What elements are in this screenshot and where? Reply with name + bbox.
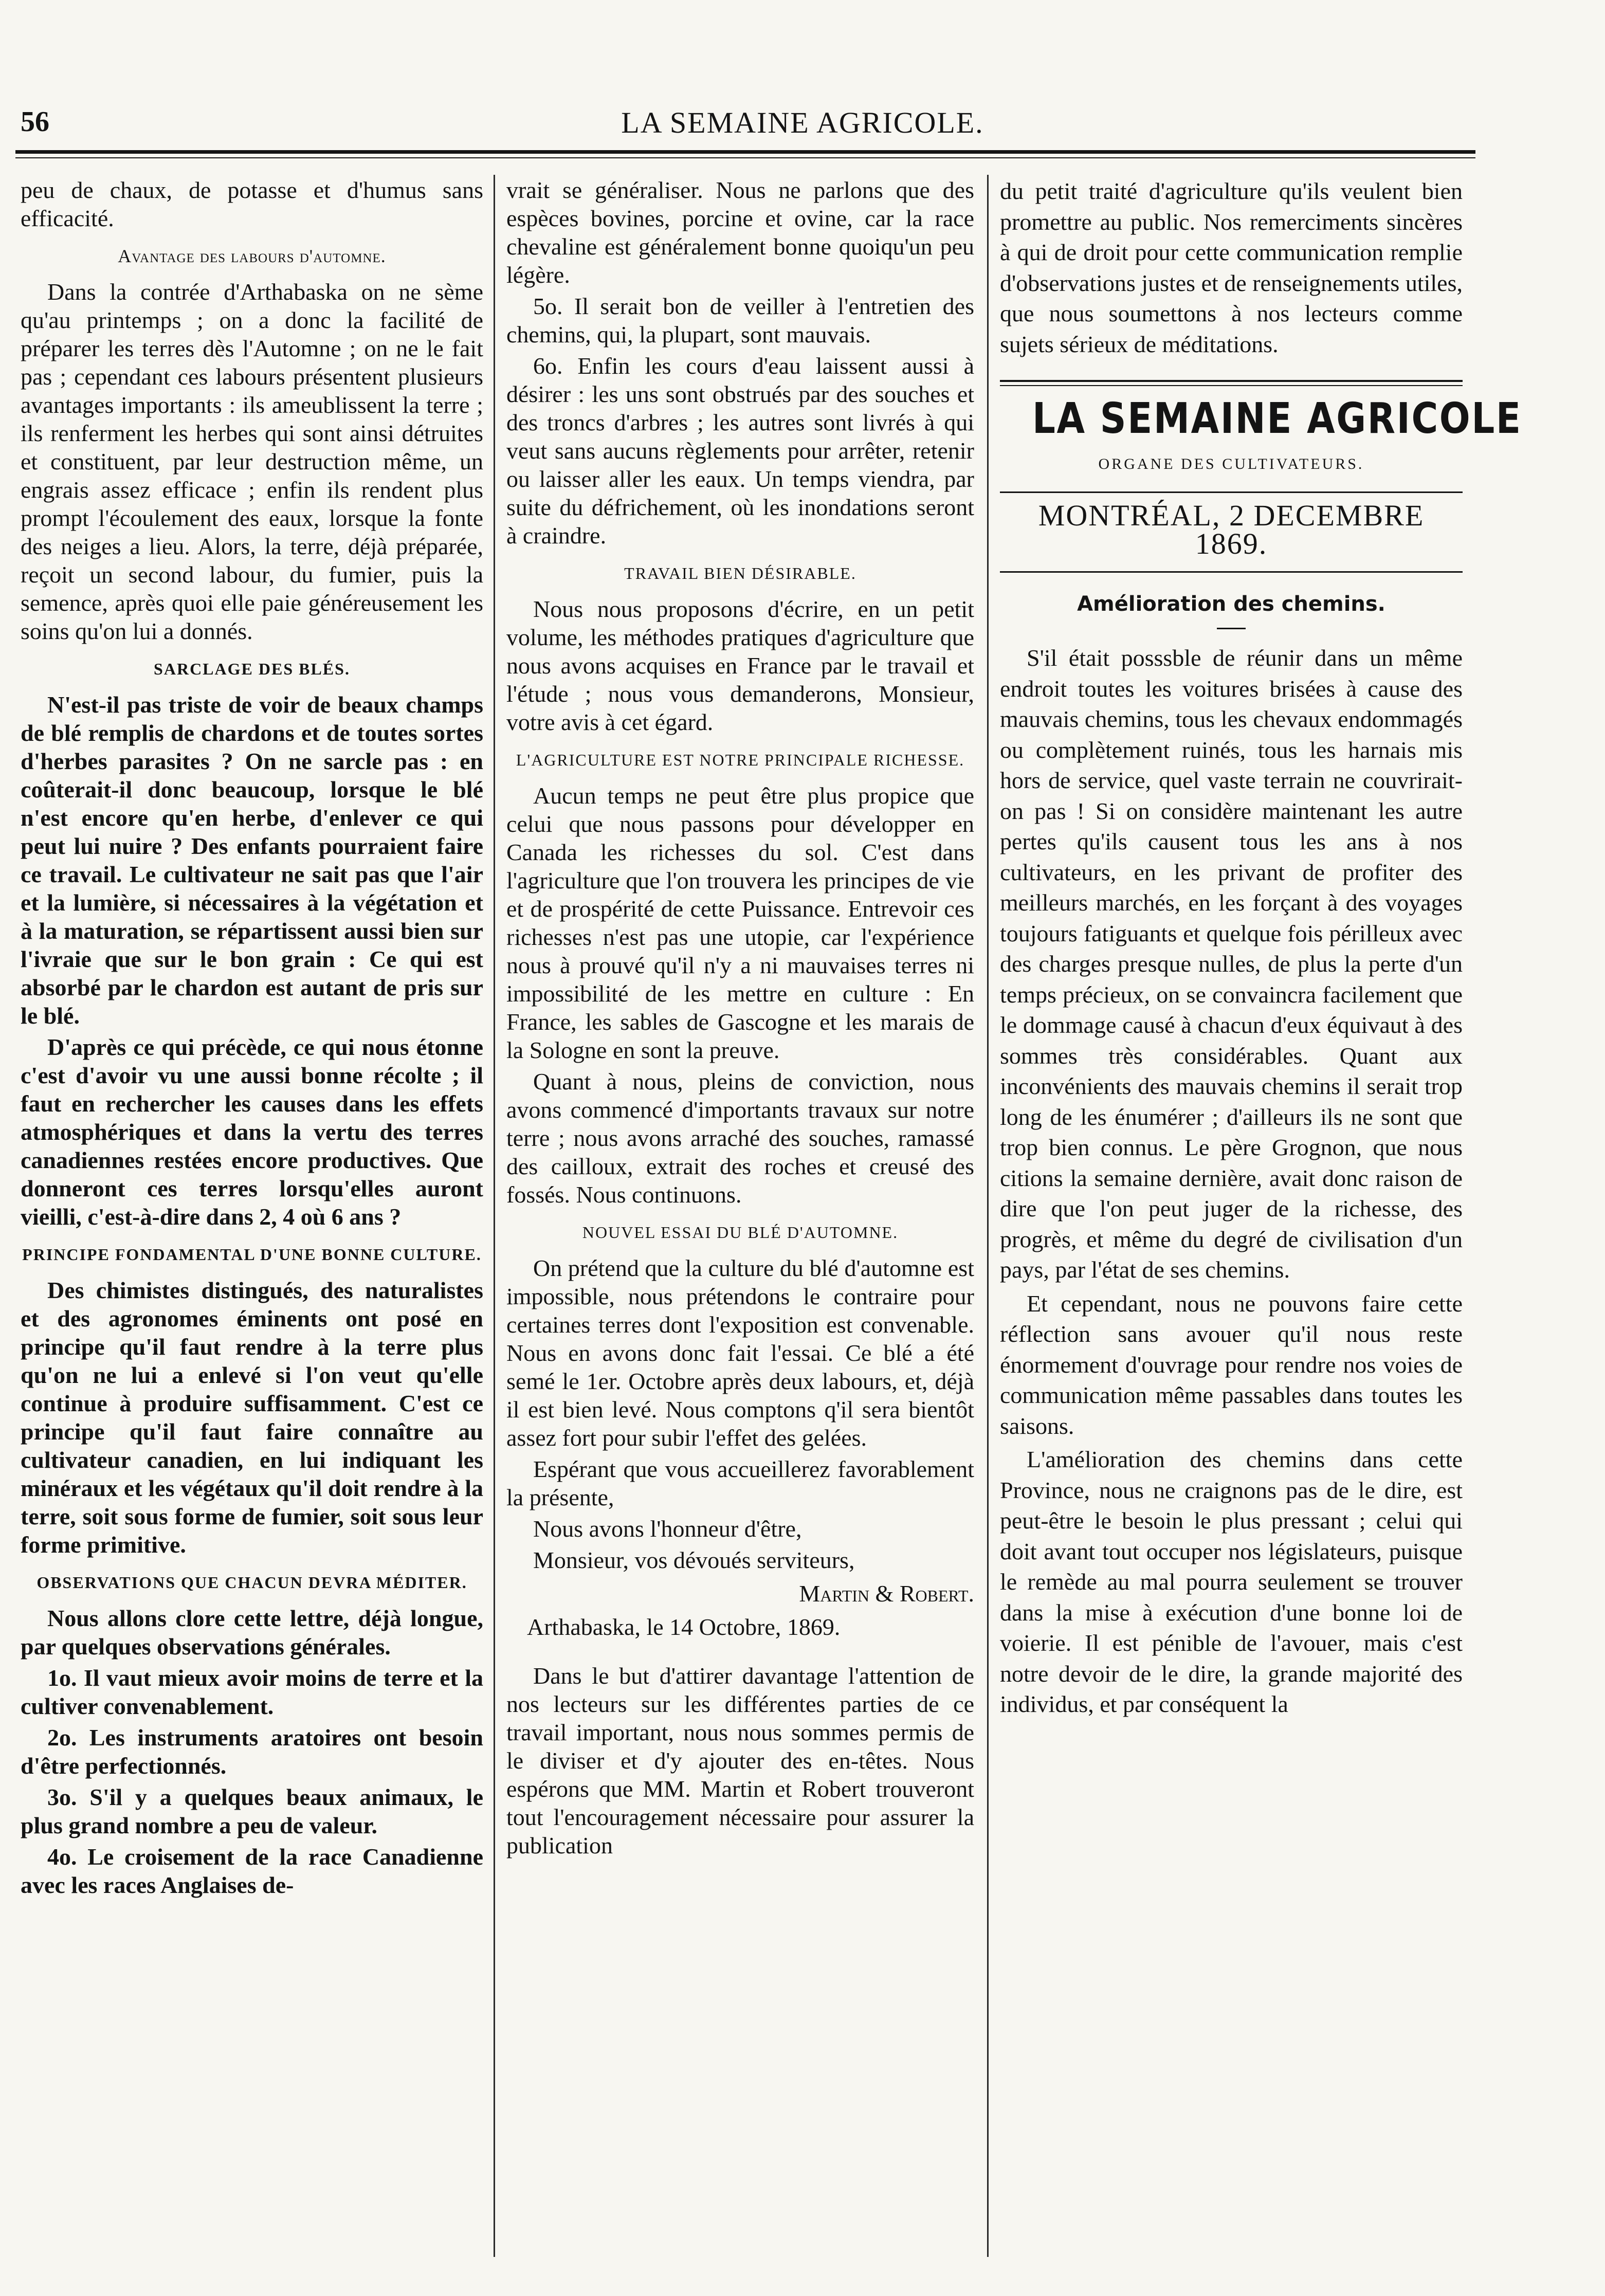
paragraph: Monsieur, vos dévoués serviteurs, — [533, 1547, 855, 1573]
section-heading: OBSERVATIONS QUE CHACUN DEVRA MÉDITER. — [37, 1573, 467, 1592]
paragraph: Nous nous proposons d'écrire, en un petit volume, les méthodes pratiques d'agriculture que nous avons acquises en France par le travail et l'étude ; nous vous demanderons, Monsieur, votre avis à cet égard. — [506, 596, 974, 735]
column-divider — [987, 175, 989, 2257]
paragraph: N'est-il pas triste de voir de beaux champs de blé remplis de chardons et de toutes sortes d'herbes parasites ? On ne sarcle pas : en coûterait-il donc beaucoup, lorsque le blé n'est encore qu'en herbe, d'enlever ce qui peut lui nuire ? Des enfants pourraient faire ce travail. Le cultivateur ne sait pas que l'air et la lumière, si nécessaires à la végétation et à la maturation, se répartissent aussi bien sur l'ivraie que sur le bon grain : Ce qui est absorbé par le chardon est autant de pris sur le blé. — [21, 691, 483, 1029]
paragraph: peu de chaux, de potasse et d'humus sans efficacité. — [21, 177, 483, 231]
paragraph: 6o. Enfin les cours d'eau laissent aussi à désirer : les uns sont obstrués par des souches et des troncs d'arbres ; les autres sont livrés à qui veut sans aucuns règlements pour arrêter, retenir ou laisser aller les eaux. Un temps viendra, par suite du défrichement, où les inondations seront à craindre. — [506, 353, 974, 549]
header-rule-thin — [15, 157, 1475, 158]
paragraph: Quant à nous, pleins de conviction, nous avons commencé d'importants travaux sur notre terre ; nous avons arraché des souches, ramassé des cailloux, extrait des roches et creusé des fossés. Nous continuons. — [506, 1068, 974, 1208]
masthead-rule-bottom — [1000, 491, 1463, 493]
paragraph: D'après ce qui précède, ce qui nous étonne c'est d'avoir vu une aussi bonne récolte ; il faut en rechercher les causes dans les effets atmosphériques et dans la vertu des terres canadiennes restées encore productives. Que donneront ces terres lorsqu'elles auront vieilli, c'est-à-dire dans 2, 4 où 6 ans ? — [21, 1034, 483, 1230]
paragraph: 3o. S'il y a quelques beaux animaux, le plus grand nombre a peu de valeur. — [21, 1784, 483, 1838]
masthead — [1000, 380, 1522, 493]
paragraph: 4o. Le croisement de la race Canadienne avec les races Anglaises de- — [21, 1844, 483, 1898]
paragraph: Et cependant, nous ne pouvons faire cette réflection sans avouer qu'il nous reste énormement d'ouvrage pour rendre nos voies de communication même passables dans toutes les saisons. — [1000, 1290, 1463, 1439]
paragraph: Dans le but d'attirer davantage l'attention de nos lecteurs sur les différentes parties de ce travail important, nous nous sommes permis de le diviser et d'y ajouter des en-têtes. Nous espérons que MM. Martin et Robert trouveront tout l'encouragement nécessaire pour assurer la publication — [506, 1663, 974, 1858]
section-heading: NOUVEL ESSAI DU BLÉ D'AUTOMNE. — [582, 1223, 899, 1242]
paragraph: 1o. Il vaut mieux avoir moins de terre et la cultiver convenablement. — [21, 1665, 483, 1719]
paragraph: S'il était posssble de réunir dans un même endroit toutes les voitures brisées à cause des mauvais chemins, tous les chevaux endommagés ou complètement ruinés, tous les harnais mis hors de service, quel vaste terrain ne couvrirait-on pas ! Si on considère maintenant les autre pertes qu'ils causent tous les ans à nos cultivateurs, en les privant de profiter des meilleurs marchés, en les forçant à des voyages toujours fatiguants et quelque fois périlleux avec des charges presque nulles, de plus la perte d'un temps précieux, on se convaincra facilement que le dommage causé à chacun d'eux équivaut à des sommes très considérables. Quant aux inconvénients des mauvais chemins il serait trop long de les énumérer ; d'ailleurs ils ne sont que trop bien connus. Le père Grognon, que nous citions la semaine dernière, avait donc raison de dire que l'on peut juger de la richesse, des progrès, et même du degré de civilisation d'un pays, par l'état de ses chemins. — [1000, 645, 1463, 1283]
column-divider — [494, 175, 495, 2257]
header-rule — [15, 150, 1475, 154]
title-dash — [1217, 628, 1246, 629]
paragraph: 5o. Il serait bon de veiller à l'entretien des chemins, qui, la plupart, sont mauvais. — [506, 293, 974, 348]
section-heading: L'AGRICULTURE EST NOTRE PRINCIPALE RICHESSE. — [516, 751, 965, 769]
paragraph: Dans la contrée d'Arthabaska on ne sème qu'au printemps ; on a donc la facilité de préparer les terres dès l'Automne ; on ne le fait pas ; cependant ces labours présentent plusieurs avantages importants : ils ameublissent la terre ; ils renferment les herbes qui sont ainsi détruites et constituent, par leur destruction même, un engrais assez efficace ; enfin ils rendent plus prompt l'écoulement des eaux, lorsque la fonte des neiges a lieu. Alors, la terre, déjà préparée, reçoit un second labour, du fumier, puis la semence, après quoi elle paie généreusement les soins qu'on lui a donnés. — [21, 279, 483, 644]
paragraph: Espérant que vous accueillerez favorablement la présente, — [506, 1456, 974, 1510]
page-header — [0, 0, 1605, 154]
page-number: 56 — [21, 106, 49, 138]
section-heading: SARCLAGE DES BLÉS. — [154, 660, 350, 678]
masthead-subtitle: ORGANE DES CULTIVATEURS. — [1098, 455, 1364, 472]
masthead-rule-thin — [1000, 385, 1463, 386]
column-3 — [1000, 176, 1522, 1723]
paragraph: 2o. Les instruments aratoires ont besoin d'être perfectionnés. — [21, 1724, 483, 1779]
paragraph: du petit traité d'agriculture qu'ils veulent bien promettre au public. Nos remerciments sincères à qui de droit pour cette communication remplie d'observations justes et de renseignements utiles, que nous soumettons à nos lecteurs comme sujets sérieux de méditations. — [1000, 178, 1463, 357]
signature: Martin & Robert. — [799, 1580, 974, 1607]
column-1 — [21, 176, 483, 1902]
paragraph: Nous allons clore cette lettre, déjà longue, par quelques observations générales. — [21, 1605, 483, 1660]
running-title: LA SEMAINE AGRICOLE. — [621, 106, 984, 139]
paragraph: vrait se généraliser. Nous ne parlons que des espèces bovines, porcine et ovine, car la race chevaline est généralement bonne quoiqu'un peu légère. — [506, 177, 974, 288]
article-title: Amélioration des chemins. — [1077, 592, 1385, 616]
issue-dateline: MONTRÉAL, 2 DECEMBRE 1869. — [1038, 499, 1425, 560]
paragraph: Des chimistes distingués, des naturalistes et des agronomes éminents ont posé en principe qu'il faut rendre à la terre plus qu'on ne lui a enlevé si l'on veut qu'elle continue à produire suffisamment. C'est ce principe qu'il faut faire connaître au cultivateur canadien, en lui indiquant les minéraux et les végétaux qu'il doit rendre à la terre, soit sous forme de fumier, soit sous leur forme primitive. — [21, 1277, 483, 1558]
masthead-rule — [1000, 380, 1463, 382]
column-2 — [506, 176, 974, 1863]
paragraph: L'amélioration des chemins dans cette Province, nous ne craignons pas de le dire, est peut-être le besoin le plus pressant ; celui qui doit avant tout occuper nos législateurs, puisque le remède au mal pourra seulement se trouver dans la mise à exécution d'une bonne loi de voierie. Il est pénible de l'avouer, mais c'est notre devoir de le dire, la grande majorité des individus, et par conséquent la — [1000, 1446, 1463, 1717]
paragraph: Nous avons l'honneur d'être, — [533, 1516, 802, 1542]
dateline-rule — [1000, 571, 1463, 573]
paragraph: On prétend que la culture du blé d'automne est impossible, nous prétendons le contraire pour certaines terres dont l'exposition est convenable. Nous en avons donc fait l'essai. Ce blé a été semé le 1er. Octobre après deux labours, et, déjà il est bien levé. Nous comptons q'il sera bientôt assez fort pour subir l'effet des gelées. — [506, 1255, 974, 1451]
letter-dateline: Arthabaska, le 14 Octobre, 1869. — [527, 1614, 841, 1640]
masthead-title: LA SEMAINE AGRICOLE — [1032, 394, 1522, 443]
section-heading: TRAVAIL BIEN DÉSIRABLE. — [624, 564, 856, 582]
section-heading: PRINCIPE FONDAMENTAL D'UNE BONNE CULTURE. — [22, 1245, 482, 1264]
paragraph: Aucun temps ne peut être plus propice que celui que nous passons pour développer en Canada les richesses du sol. C'est dans l'agriculture que l'on trouvera les principes de vie et de prospérité de cette Puissance. Entrevoir ces richesses n'est pas une utopie, car l'expérience nous à prouvé qu'il n'y a ni mauvaises terres ni impossibilité de les mettre en culture : En France, les sables de Gascogne et les marais de la Sologne en sont la preuve. — [506, 782, 974, 1063]
section-heading: Avantage des labours d'automne. — [118, 246, 386, 266]
